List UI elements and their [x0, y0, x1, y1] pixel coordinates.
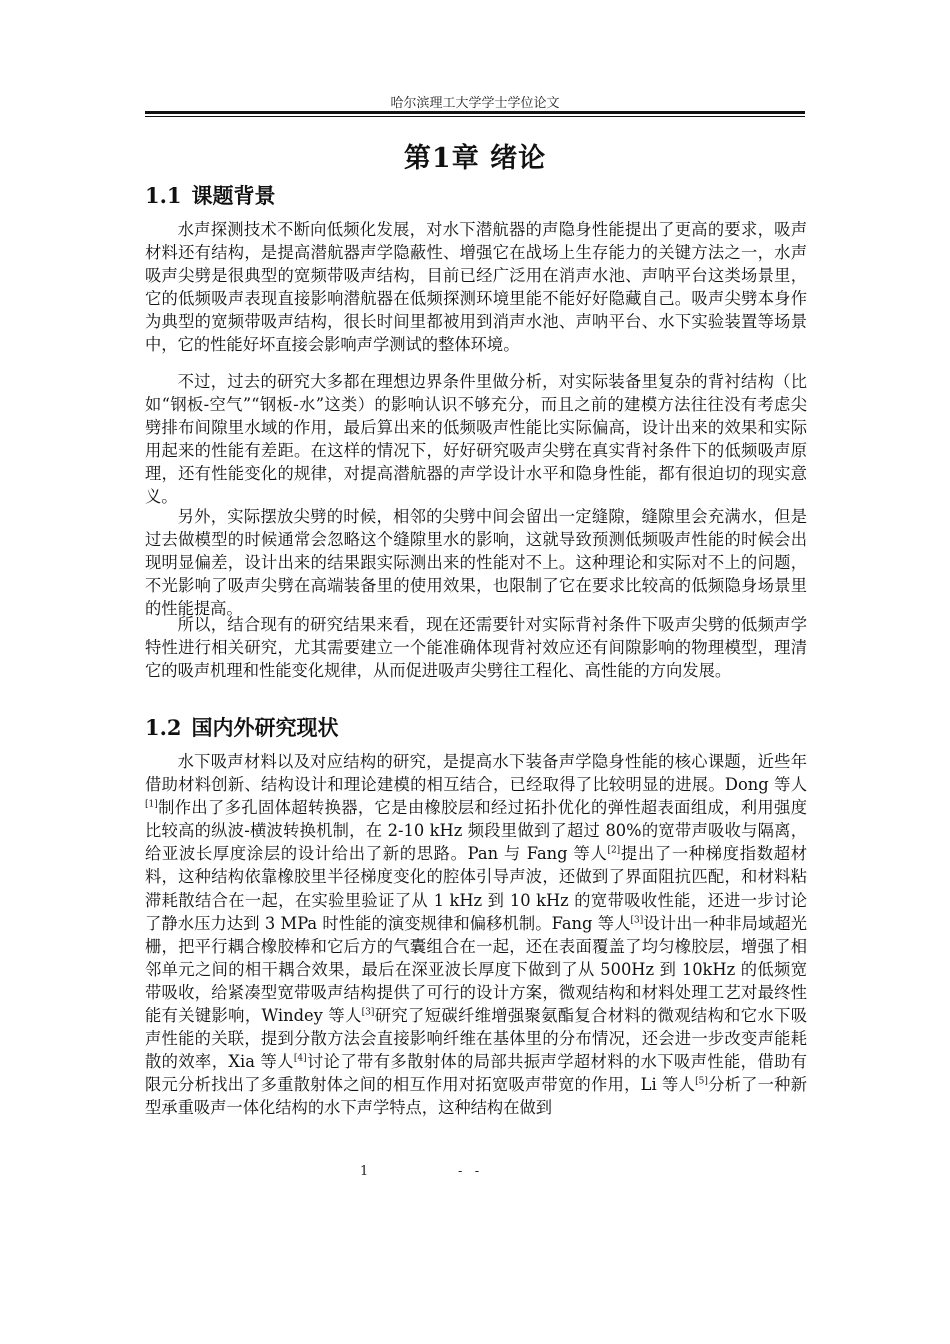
citation-marker: [3]	[630, 915, 644, 926]
text-run: 水下吸声材料以及对应结构的研究，是提高水下装备声学隐身性能的核心课题，近些年借助材料创新、结构设计和理论建模的相互结合，已经取得了比较明显的进展。Dong 等人	[145, 752, 807, 795]
paragraph-background-3: 另外，实际摆放尖劈的时候，相邻的尖劈中间会留出一定缝隙，缝隙里会充满水，但是过去做模型的时候通常会忽略这个缝隙里水的影响，这就导致预测低频吸声性能的时候会出现明显偏差，设计出来的结果跟实际测出来的性能对不上。这种理论和实际对不上的问题，不光影响了吸声尖劈在高端装备里的使用效果，也限制了它在要求比较高的低频隐身场景里的性能提高。	[145, 507, 807, 619]
citation-marker: [3]	[361, 1007, 375, 1018]
paragraph-research-status	[145, 750, 807, 1120]
page-number: 1	[360, 1164, 369, 1179]
paragraph-background-4: 所以，结合现有的研究结果来看，现在还需要针对实际背衬条件下吸声尖劈的低频声学特性进行相关研究，尤其需要建立一个能准确体现背衬效应还有间隙影响的物理模型，理清它的吸声机理和性能变化规律，从而促进吸声尖劈往工程化、高性能的方向发展。	[145, 615, 807, 681]
running-header: 哈尔滨理工大学学士学位论文	[390, 96, 560, 111]
section-heading-1-2	[145, 712, 339, 742]
text-run: 讨论了带有多散射体的局部共振声学超材料的水下吸声性能，借助有限元分析找出了多重散射体之间的相互作用对拓宽吸声带宽的作用，Li 等人	[145, 1052, 807, 1095]
text-run: 设计出一种非局域超光栅，把平行耦合橡胶棒和它后方的气囊组合在一起，还在表面覆盖了均匀橡胶层，增强了相邻单元之间的相干耦合效果，最后在深亚波长厚度下做到了从 500Hz 到 10kHz 的低频宽带吸收，给紧凑型宽带吸声结构提供了可行的设计方案，微观结构和材料处理工艺对最终性能有关键影响，Windey 等人	[145, 913, 807, 1026]
text-run: 分析了一种新型承重吸声一体化结构的水下声学特点，这种结构在做到	[145, 1075, 807, 1118]
chapter-title: 第1章 绪论	[403, 143, 547, 174]
header-rule-thick	[145, 111, 805, 114]
footer-dashes: - -	[458, 1164, 480, 1179]
citation-marker: [4]	[293, 1053, 307, 1064]
text-run: 提出了一种梯度指数超材料，这种结构依靠橡胶里半径梯度变化的腔体引导声波，还做到了界面阻抗匹配，和材料粘滞耗散结合在一起，在实验里验证了从 1 kHz 到 10 kHz 的宽带吸收性能，还进一步讨论了静水压力达到 3 MPa 时性能的演变规律和偏移机制。Fang 等人	[145, 844, 807, 933]
section-number: 1.2	[145, 715, 182, 740]
header-rule-thin	[145, 116, 805, 117]
citation-marker: [5]	[695, 1076, 708, 1087]
text-run: 制作出了多孔固体超转换器，它是由橡胶层和经过拓扑优化的弹性超表面组成，利用强度比较高的纵波-横波转换机制，在 2-10 kHz 频段里做到了超过 80%的宽带声吸收与隔离，给亚波长厚度涂层的设计给出了新的思路。Pan 与 Fang 等人	[145, 798, 807, 864]
section-title: 课题背景	[191, 183, 276, 208]
paragraph-background-2: 不过，过去的研究大多都在理想边界条件里做分析，对实际装备里复杂的背衬结构（比如“钢板-空气”“钢板-水”这类）的影响认识不够充分，而且之前的建模方法往往没有考虑尖劈排布间隙里水域的作用，最后算出来的低频吸声性能比实际偏高，设计出来的效果和实际用起来的性能有差距。在这样的情况下，好好研究吸声尖劈在真实背衬条件下的低频吸声原理，还有性能变化的规律，对提高潜航器的声学设计水平和隐身性能，都有很迫切的现实意义。	[145, 372, 807, 507]
section-number: 1.1	[145, 183, 182, 208]
section-heading-1-1	[145, 180, 276, 210]
section-title: 国内外研究现状	[191, 715, 339, 740]
text-run: 研究了短碳纤维增强聚氨酯复合材料的微观结构和它水下吸声性能的关联，提到分散方法会直接影响纤维在基体里的分布情况，还会进一步改变声能耗散的效率，Xia 等人	[145, 1006, 807, 1072]
citation-marker: [2]	[607, 845, 621, 856]
citation-marker: [1]	[145, 799, 158, 810]
paragraph-background-1: 水声探测技术不断向低频化发展，对水下潜航器的声隐身性能提出了更高的要求，吸声材料还有结构，是提高潜航器声学隐蔽性、增强它在战场上生存能力的关键方法之一，水声吸声尖劈是很典型的宽频带吸声结构，目前已经广泛用在消声水池、声呐平台这类场景里，它的低频吸声表现直接影响潜航器在低频探测环境里能不能好好隐藏自己。吸声尖劈本身作为典型的宽频带吸声结构，很长时间里都被用到消声水池、声呐平台、水下实验装置等场景中，它的性能好坏直接会影响声学测试的整体环境。	[145, 220, 807, 355]
